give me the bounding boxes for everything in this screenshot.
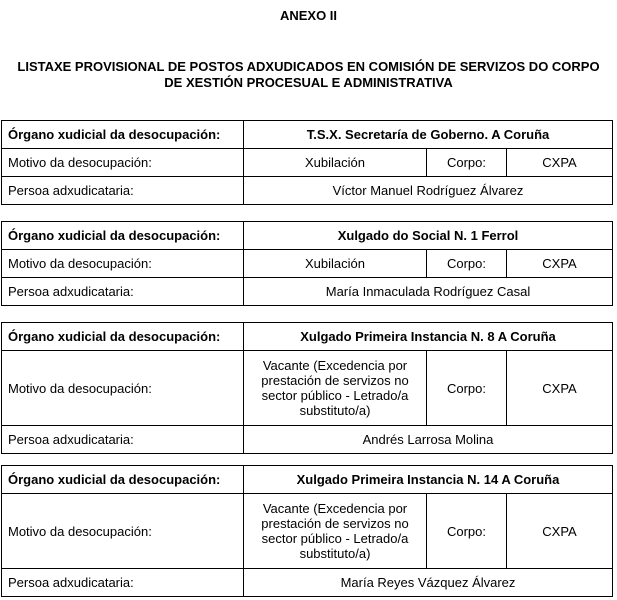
organ-value: Xulgado do Social N. 1 Ferrol [244, 222, 613, 250]
reason-value: Xubilación [244, 149, 427, 177]
reason-row [2, 494, 613, 569]
assignment-table-1 [1, 120, 613, 205]
organ-label: Órgano xudicial da desocupación: [2, 323, 244, 351]
corps-value: CXPA [507, 149, 613, 177]
reason-label: Motivo da desocupación: [2, 351, 244, 426]
person-row [2, 426, 613, 454]
person-row [2, 569, 613, 597]
organ-row [2, 323, 613, 351]
document-title-line1: LISTAXE PROVISIONAL DE POSTOS ADXUDICADOS EN COMISIÓN DE SERVIZOS DO CORPO [17, 59, 600, 74]
reason-label: Motivo da desocupación: [2, 250, 244, 278]
organ-row [2, 222, 613, 250]
corps-value: CXPA [507, 351, 613, 426]
organ-value: Xulgado Primeira Instancia N. 14 A Coruña [244, 466, 613, 494]
person-value: María Inmaculada Rodríguez Casal [244, 278, 613, 306]
person-label: Persoa adxudicataria: [2, 426, 244, 454]
corps-label: Corpo: [427, 250, 507, 278]
reason-label: Motivo da desocupación: [2, 494, 244, 569]
reason-value: Vacante (Excedencia por prestación de servizos no sector público - Letrado/a substituto/a) [244, 494, 427, 569]
reason-value: Xubilación [244, 250, 427, 278]
person-value: Andrés Larrosa Molina [244, 426, 613, 454]
reason-label: Motivo da desocupación: [2, 149, 244, 177]
person-value: Víctor Manuel Rodríguez Álvarez [244, 177, 613, 205]
reason-row [2, 351, 613, 426]
organ-row [2, 121, 613, 149]
document-title [0, 59, 617, 91]
document-title-line2: DE XESTIÓN PROCESUAL E ADMINISTRATIVA [164, 75, 453, 90]
person-label: Persoa adxudicataria: [2, 278, 244, 306]
organ-row [2, 466, 613, 494]
corps-label: Corpo: [427, 149, 507, 177]
reason-row [2, 250, 613, 278]
corps-value: CXPA [507, 250, 613, 278]
assignment-table-2 [1, 221, 613, 306]
organ-value: T.S.X. Secretaría de Goberno. A Coruña [244, 121, 613, 149]
person-value: María Reyes Vázquez Álvarez [244, 569, 613, 597]
person-label: Persoa adxudicataria: [2, 569, 244, 597]
assignment-table-4 [1, 465, 613, 597]
person-row [2, 177, 613, 205]
organ-label: Órgano xudicial da desocupación: [2, 222, 244, 250]
corps-label: Corpo: [427, 494, 507, 569]
reason-row [2, 149, 613, 177]
assignment-table-3 [1, 322, 613, 454]
reason-value: Vacante (Excedencia por prestación de servizos no sector público - Letrado/a substituto/a) [244, 351, 427, 426]
corps-value: CXPA [507, 494, 613, 569]
organ-label: Órgano xudicial da desocupación: [2, 121, 244, 149]
organ-label: Órgano xudicial da desocupación: [2, 466, 244, 494]
annex-heading: ANEXO II [279, 8, 338, 23]
corps-label: Corpo: [427, 351, 507, 426]
organ-value: Xulgado Primeira Instancia N. 8 A Coruña [244, 323, 613, 351]
person-row [2, 278, 613, 306]
person-label: Persoa adxudicataria: [2, 177, 244, 205]
